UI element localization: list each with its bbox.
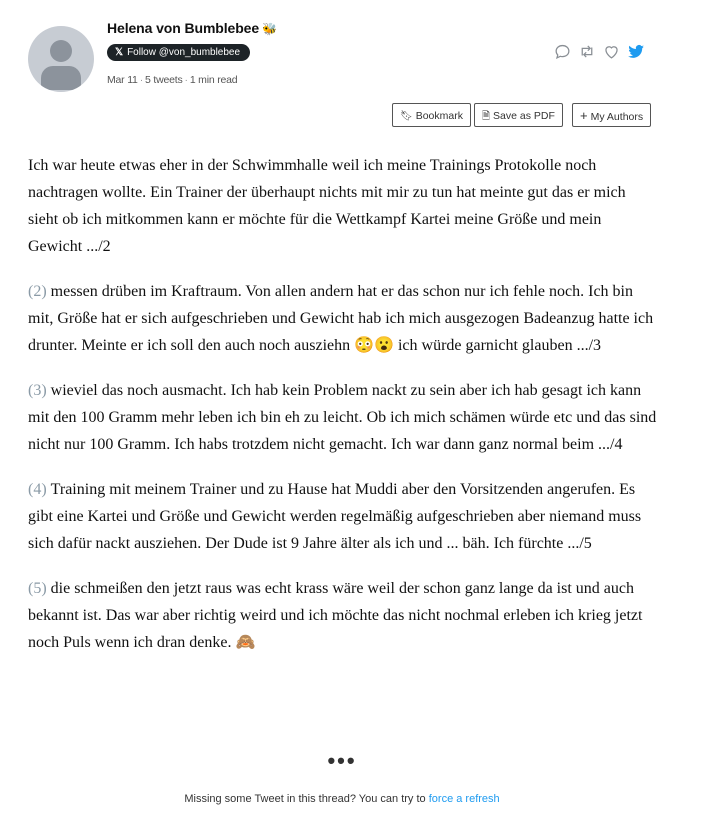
plus-icon: + xyxy=(580,108,588,123)
twitter-bird-icon[interactable] xyxy=(626,42,646,61)
bee-icon: 🐝 xyxy=(262,22,277,36)
tweet-1 xyxy=(28,152,658,260)
file-pdf-icon: 🗎 xyxy=(482,111,491,122)
tweet-3 xyxy=(28,377,658,458)
follow-label: Follow @von_bumblebee xyxy=(127,47,241,58)
footer-note xyxy=(0,793,684,805)
bookmark-icon: 🔖︎ xyxy=(400,111,413,122)
save-pdf-label: Save as PDF xyxy=(493,110,555,122)
bookmark-label: Bookmark xyxy=(415,110,463,122)
author-name-text: Helena von Bumblebee xyxy=(107,20,260,36)
like-icon[interactable] xyxy=(602,42,621,61)
x-logo-icon: 𝕏 xyxy=(115,47,124,58)
thread-meta: Mar 11 · 5 tweets · 1 min read xyxy=(107,74,238,86)
tweet-text: Training mit meinem Trainer und zu Hause hat Muddi aber den Vorsitzenden angerufen. Es gibt eine Kartei und Größe und Gewicht werden regelmäßig aufgeschrieben aber niemand muss sich dafür nackt ausziehen. Der Dude ist 9 Jahre älter als ich und ... bäh. Ich fürchte .../5 xyxy=(28,481,642,552)
avatar[interactable] xyxy=(28,26,94,92)
thread-date: Mar 11 xyxy=(107,74,138,86)
retweet-icon[interactable] xyxy=(577,42,597,61)
tweet-4 xyxy=(28,476,658,557)
tweet-5 xyxy=(28,575,658,656)
follow-button[interactable] xyxy=(107,44,250,61)
author-name[interactable] xyxy=(107,20,277,36)
footer-text: Missing some Tweet in this thread? You can try to xyxy=(184,793,426,805)
bookmark-button[interactable] xyxy=(392,103,471,127)
thread-read-time: 1 min read xyxy=(189,74,238,86)
my-authors-label: My Authors xyxy=(590,111,644,123)
tweet-number: (2) xyxy=(28,283,47,300)
tweet-2 xyxy=(28,278,658,359)
thread-tweet-count: 5 tweets xyxy=(145,74,183,86)
tweet-text: wieviel das noch ausmacht. Ich hab kein Problem nackt zu sein aber ich hab gesagt ich kann mit den 100 Gramm mehr leben ich bin eh zu leicht. Ob ich mich schämen würde etc und das sind nicht nur 100 Gramm. Ich habs trotzdem nicht gemacht. Ich war dann ganz normal beim .../4 xyxy=(28,382,657,453)
tweet-actions xyxy=(553,42,646,61)
save-pdf-button[interactable] xyxy=(474,103,563,127)
reply-icon[interactable] xyxy=(553,42,572,61)
tweet-text: messen drüben im Kraftraum. Von allen andern hat er das schon nur ich fehle noch. Ich bin mit, Größe hat er sich aufgeschrieben und Gewicht hab ich mich ausgezogen Badeanzug hatte ich drunter. Meinte er ich soll den auch noch ausziehn 😳😮 ich würde garnicht glauben .../3 xyxy=(28,283,654,354)
tweet-text: die schmeißen den jetzt raus was echt krass wäre weil der schon ganz lange da ist und auch bekannt ist. Das war aber richtig weird und ich möchte das nicht nochmal erleben ich krieg jetzt noch Puls wenn ich dran denke. 🙈 xyxy=(28,580,643,651)
tweet-text: Ich war heute etwas eher in der Schwimmhalle weil ich meine Trainings Protokolle noch nachtragen wollte. Ein Trainer der überhaupt nichts mit mir zu tun hat meinte gut das er mich sieht ob ich mitkommen kann er möchte für die Wettkampf Kartei meine Größe und mein Gewicht .../2 xyxy=(28,157,626,255)
my-authors-button[interactable] xyxy=(572,103,651,127)
force-refresh-link[interactable]: force a refresh xyxy=(428,793,500,805)
tweet-number: (3) xyxy=(28,382,47,399)
tweet-number: (4) xyxy=(28,481,47,498)
avatar-head-shape xyxy=(50,40,72,62)
thread-content xyxy=(28,152,658,674)
tweet-number: (5) xyxy=(28,580,47,597)
avatar-body-shape xyxy=(41,66,81,90)
thread-ellipsis: ••• xyxy=(327,748,357,773)
